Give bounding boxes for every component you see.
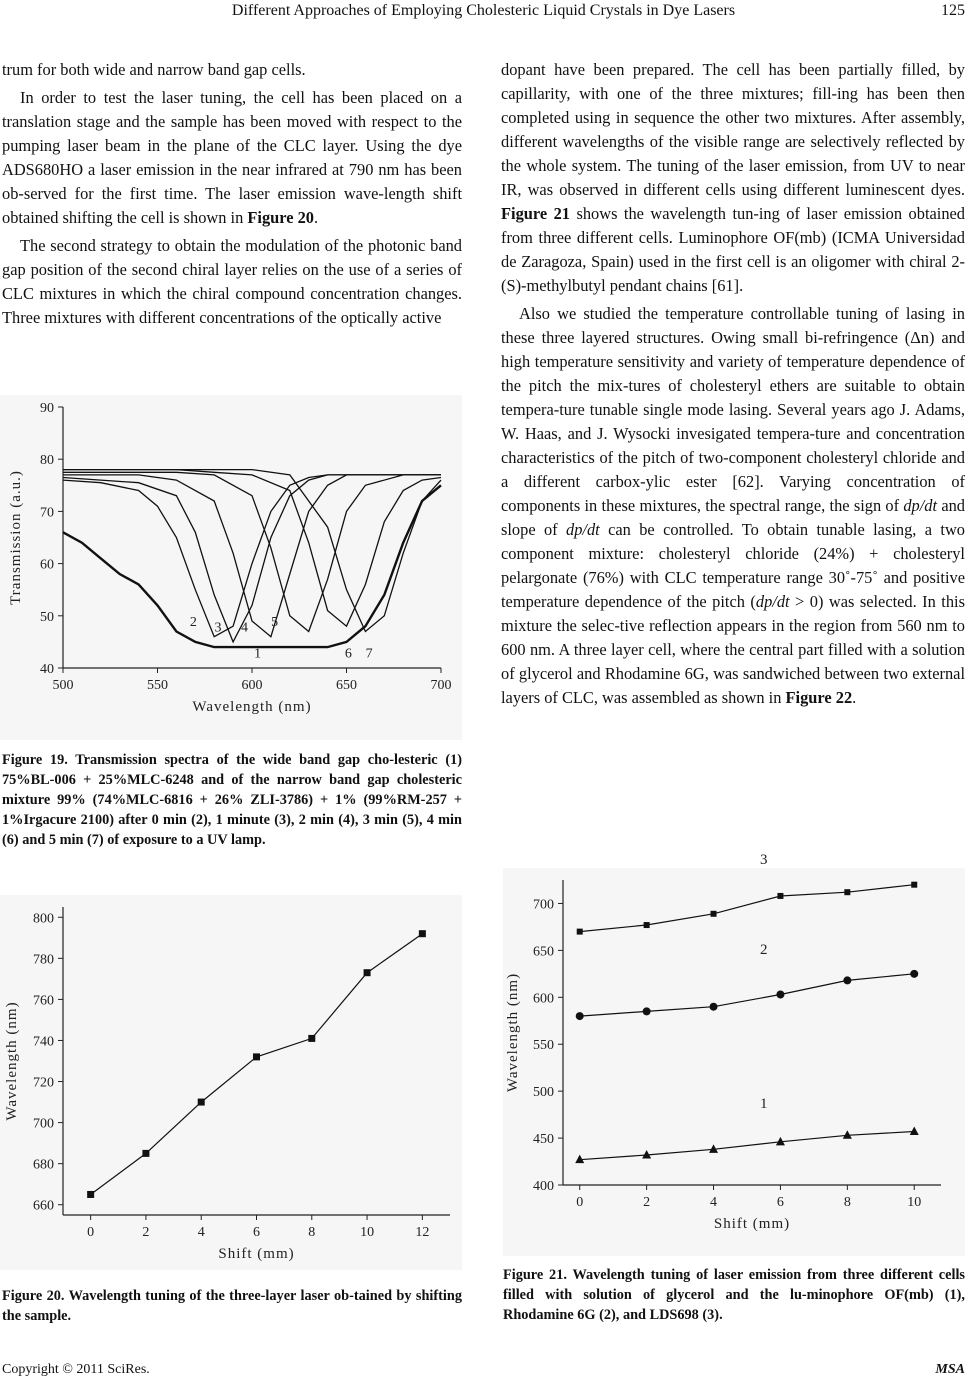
figure-19-caption: Figure 19. Transmission spectra of the wide band gap cho-lesteric (1) 75%BL-006 + 25%MLC-6248 and of the narrow band gap cholesteric mixture 99% (74%MLC-6816 + 26% ZLI-3786) + 1% (99%RM-257 + 1%Irgacure 2100) after 0 min (2), 1 minute (3), 2 min (4), 3 min (5), 4 min (6) and 5 min (7) of exposure to a UV lamp. [2,752,462,848]
figure-21-chart [503,852,965,1256]
y-axis-label: Transmission (a.u.) [8,470,24,605]
series-line-3 [63,475,441,642]
paragraph: dopant have been prepared. The cell has been partially filled, by capillarity, with one of the three mixtures; fill-ing has been then completed using in sequence the other two mixtures. After assembly, different wavelengths of the visible range are selectively reflected by the whole system. The tuning of the laser emission, from UV to near IR, was observed in different cells using different luminescent dyes. Figure 21 shows the wavelength tun-ing of laser emission obtained from three different cells. Luminophore OF(mb) (ICMA Universidad de Zaragoza, Spain) used in the first cell is an oligomer with chiral 2-(S)-methylbutyl pendant chains [61]. [501,60,965,295]
series-line-5 [63,472,441,631]
x-tick-label: 6 [253,1225,260,1240]
x-tick-label: 650 [336,678,357,693]
left-column-text [2,58,462,330]
paragraph: Also we studied the temperature controllable tuning of lasing in these three layered structures. Owing small bi-refringence (Δn) and high temperature sensitivity and variety of temperature dependence of the pitch the mix-tures of cholesteryl ethers are suitable to obtain tempera-ture tunable single mode lasing. Several years ago J. Adams, W. Haas, and J. Wysocki invesigated tempera-ture and concentration characteristics of the pitch of two-component cholesteryl chloride and a different carbox-ylic ester [62]. Varying concentration of components in these mixtures, the spectral range, the sign of dp/dt and slope of dp/dt can be controlled. To obtain tunable lasing, a two component mixture: cholesteryl chloride (24%) + cholesteryl pelargonate (76%) with CLC temperature range 30˚-75˚ and positive temperature dependence of the pitch (dp/dt > 0) was selected. In this mixture the selec-tive reflection appears in the region from 560 nm to 600 nm. A three layer cell, where the central part filled with a solution of glycerol and Rhodamine 6G, was sandwiched between two external layers of CLC, was assembled as shown in Figure 22. [501,304,966,707]
data-point [910,1127,919,1136]
y-tick-label: 800 [33,911,54,927]
x-tick-label: 8 [308,1225,316,1240]
figure-21 [503,852,965,1256]
series-line-2 [63,475,441,637]
y-tick-label: 660 [33,1198,54,1214]
data-point [364,969,371,976]
x-tick-label: 2 [142,1225,150,1240]
y-tick-label: 760 [33,993,54,1009]
series-line-2 [580,974,915,1016]
figure-reference[interactable]: Figure 20 [247,208,314,227]
figure-19 [0,395,462,740]
page-number: 125 [941,2,965,19]
x-tick-label: 10 [907,1195,922,1210]
paragraph: In order to test the laser tuning, the cell has been placed on a translation stage and the sample has been moved with respect to the pumping laser beam in the plane of the CLC layer. Using the dye ADS680HO a laser emission in the near infrared at 790 nm has been ob-served for the first time. The laser emission wave-length shift obtained shifting the cell is shown in Figure 20. [2,88,462,227]
data-point [776,990,784,998]
data-point [777,893,783,899]
paragraph: trum for both wide and narrow band gap cells. [2,60,306,79]
y-tick-label: 40 [40,662,54,677]
data-point [911,882,917,888]
x-tick-label: 0 [87,1225,95,1240]
y-tick-label: 650 [533,944,554,960]
x-tick-label: 6 [776,1195,784,1210]
y-tick-label: 780 [33,952,54,968]
x-tick-label: 0 [576,1195,584,1210]
y-tick-label: 680 [33,1157,54,1173]
x-tick-label: 2 [643,1195,651,1210]
data-point [577,929,583,935]
series-label: 4 [240,620,248,636]
y-tick-label: 700 [33,1116,54,1132]
x-tick-label: 500 [52,678,74,693]
journal-abbrev: MSA [935,1362,965,1377]
x-tick-label: 10 [360,1225,375,1240]
right-column-text [501,58,965,710]
figure-20-caption: Figure 20. Wavelength tuning of the three-layer laser ob-tained by shifting the sample. [2,1288,462,1324]
series-label: 6 [344,646,352,662]
running-header [0,2,967,30]
data-point [843,1130,852,1139]
y-tick-label: 550 [533,1038,554,1054]
series-line-3 [580,885,915,932]
data-point [308,1035,315,1042]
data-point [576,1012,584,1020]
running-title: Different Approaches of Employing Cholesteric Liquid Crystals in Dye Lasers [231,2,736,19]
data-point [843,976,851,984]
x-axis-label: Shift (mm) [713,1216,791,1232]
data-point [142,1150,149,1157]
series-label: 2 [189,615,197,631]
y-axis-label: Wavelength (nm) [4,1001,20,1121]
series-line-7 [63,470,441,632]
series-label: 3 [759,852,768,869]
series-label: 2 [759,942,768,959]
x-tick-label: 700 [430,678,452,693]
series-label: 1 [759,1096,768,1113]
data-point [710,1003,718,1011]
series-label: 7 [365,646,373,662]
x-tick-label: 4 [710,1195,718,1210]
x-tick-label: 550 [147,678,168,693]
y-tick-label: 90 [40,401,54,416]
paragraph: The second strategy to obtain the modulation of the photonic band gap position of the second chiral layer relies on the use of a series of CLC mixtures in which the chiral compound concentration changes. Three mixtures with different concentrations of the optically active [2,236,462,327]
y-axis-label: Wavelength (nm) [505,972,521,1093]
series-line-1 [580,1132,915,1160]
y-tick-label: 60 [40,557,54,573]
figure-reference[interactable]: Figure 21 [501,204,570,223]
series-line-4 [63,475,441,637]
series-label: 5 [271,615,279,631]
data-point [711,911,717,917]
data-point [910,970,918,978]
x-tick-label: 600 [241,678,263,693]
y-tick-label: 80 [40,453,54,469]
x-tick-label: 4 [197,1225,205,1240]
data-point [844,889,850,895]
y-tick-label: 700 [533,897,554,913]
copyright: Copyright © 2011 SciRes. [2,1362,150,1377]
data-point [419,930,426,937]
series-line-6 [63,470,441,627]
data-point [253,1053,260,1060]
y-tick-label: 500 [533,1085,554,1101]
data-point [644,922,650,928]
figure-20-chart [0,895,462,1270]
x-axis-label: Shift (mm) [218,1246,295,1262]
series-label: 1 [254,646,262,662]
y-tick-label: 70 [40,505,54,521]
y-tick-label: 720 [33,1075,54,1091]
y-tick-label: 600 [533,991,554,1007]
x-axis-label: Wavelength (nm) [192,699,312,715]
figure-19-chart [0,395,462,740]
x-tick-label: 12 [415,1225,430,1240]
figure-reference[interactable]: Figure 22 [785,688,853,707]
data-point [198,1099,205,1106]
figure-20 [0,895,462,1270]
series-label: 3 [214,620,222,636]
data-point [87,1191,94,1198]
series-line-1 [63,485,441,647]
y-tick-label: 50 [40,609,54,625]
y-tick-label: 450 [533,1132,554,1148]
x-tick-label: 8 [843,1195,851,1210]
y-tick-label: 400 [533,1179,554,1194]
y-tick-label: 740 [33,1034,54,1050]
figure-21-caption: Figure 21. Wavelength tuning of laser emission from three different cells filled with solution of glycerol and the lu-minophore OF(mb) (1), Rhodamine 6G (2), and LDS698 (3). [503,1267,965,1323]
data-point [643,1007,651,1015]
series-line [91,934,423,1195]
